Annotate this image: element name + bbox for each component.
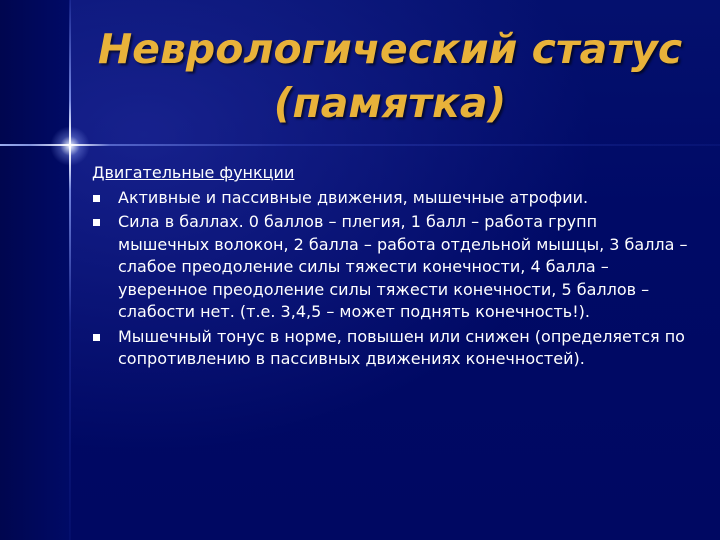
square-bullet-icon bbox=[93, 219, 100, 226]
slide-title bbox=[80, 22, 700, 130]
vertical-decorative-line bbox=[69, 0, 71, 540]
square-bullet-icon bbox=[93, 334, 100, 341]
left-decorative-band bbox=[0, 0, 70, 540]
list-item bbox=[92, 187, 692, 210]
sparkle-ray-vertical bbox=[69, 100, 71, 190]
list-item-text: Сила в баллах. 0 баллов – плегия, 1 балл – работа групп мышечных волокон, 2 балла – работа отдельной мышцы, 3 балла – слабое преодоление силы тяжести конечности, 4 балла – уверенное преодоление силы тяжести конечности, 5 баллов – слабости нет. (т.е. 3,4,5 – может поднять конечность!). bbox=[118, 212, 688, 321]
slide-title-line-1: Неврологический статус bbox=[97, 25, 683, 73]
slide-content bbox=[92, 162, 692, 373]
bullet-list bbox=[92, 187, 692, 371]
square-bullet-icon bbox=[93, 195, 100, 202]
list-item bbox=[92, 326, 692, 371]
list-item-text: Активные и пассивные движения, мышечные атрофии. bbox=[118, 187, 589, 207]
list-item-text: Мышечный тонус в норме, повышен или снижен (определяется по сопротивлению в пассивных движениях конечностей). bbox=[118, 326, 685, 368]
list-item bbox=[92, 211, 692, 324]
slide-title-line-2: (памятка) bbox=[273, 79, 507, 127]
section-heading: Двигательные функции bbox=[92, 163, 295, 182]
